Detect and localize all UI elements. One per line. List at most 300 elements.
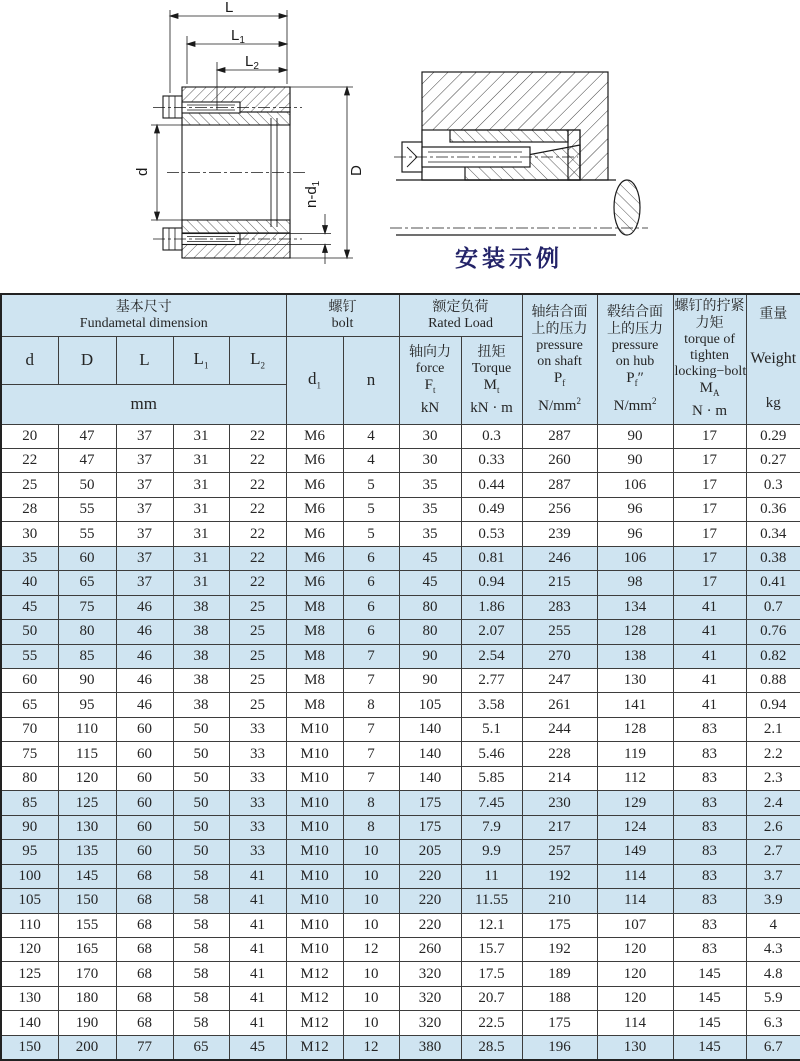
table-cell: 70 xyxy=(1,717,58,741)
table-cell: M6 xyxy=(286,473,343,497)
table-cell: 83 xyxy=(673,766,746,790)
table-cell: 247 xyxy=(522,669,597,693)
table-cell: 7 xyxy=(343,742,399,766)
dim-label-L1: L xyxy=(231,27,240,44)
table-cell: 38 xyxy=(173,644,229,668)
table-cell: 50 xyxy=(1,620,58,644)
table-cell: 22 xyxy=(229,497,286,521)
table-cell: 28 xyxy=(1,497,58,521)
table-cell: 8 xyxy=(343,791,399,815)
table-cell: 145 xyxy=(673,986,746,1010)
table-cell: 31 xyxy=(173,497,229,521)
table-cell: 134 xyxy=(597,595,673,619)
table-cell: 90 xyxy=(399,644,461,668)
table-cell: 283 xyxy=(522,595,597,619)
table-cell: 165 xyxy=(58,938,116,962)
table-cell: 11.55 xyxy=(461,889,522,913)
table-row xyxy=(1,1011,800,1035)
table-cell: 37 xyxy=(116,546,173,570)
table-cell: M8 xyxy=(286,620,343,644)
table-cell: 5 xyxy=(343,497,399,521)
table-cell: 0.81 xyxy=(461,546,522,570)
table-cell: 17 xyxy=(673,571,746,595)
table-cell: 95 xyxy=(1,840,58,864)
table-row xyxy=(1,571,800,595)
table-cell: 96 xyxy=(597,497,673,521)
table-cell: 2.3 xyxy=(746,766,800,790)
table-cell: 31 xyxy=(173,546,229,570)
col-L1: $L_1$ xyxy=(173,336,229,384)
table-cell: 125 xyxy=(58,791,116,815)
table-cell: 31 xyxy=(173,522,229,546)
table-cell: 5.46 xyxy=(461,742,522,766)
table-cell: 25 xyxy=(229,693,286,717)
table-cell: M8 xyxy=(286,595,343,619)
table-row xyxy=(1,962,800,986)
table-cell: 0.7 xyxy=(746,595,800,619)
table-cell: 145 xyxy=(58,864,116,888)
table-cell: 215 xyxy=(522,571,597,595)
table-cell: 380 xyxy=(399,1035,461,1060)
table-cell: 145 xyxy=(673,1011,746,1035)
table-cell: 270 xyxy=(522,644,597,668)
table-cell: M6 xyxy=(286,571,343,595)
table-cell: 120 xyxy=(1,938,58,962)
table-cell: 17.5 xyxy=(461,962,522,986)
table-cell: 25 xyxy=(229,644,286,668)
table-cell: 83 xyxy=(673,717,746,741)
table-cell: 114 xyxy=(597,889,673,913)
table-cell: 0.41 xyxy=(746,571,800,595)
table-row xyxy=(1,986,800,1010)
table-cell: 3.58 xyxy=(461,693,522,717)
col-L2: $L_2$ xyxy=(229,336,286,384)
table-cell: 31 xyxy=(173,571,229,595)
table-cell: 41 xyxy=(229,938,286,962)
table-cell: 230 xyxy=(522,791,597,815)
table-cell: 90 xyxy=(1,815,58,839)
table-cell: 115 xyxy=(58,742,116,766)
table-cell: 260 xyxy=(399,938,461,962)
table-cell: 7 xyxy=(343,717,399,741)
table-cell: 98 xyxy=(597,571,673,595)
table-cell: M8 xyxy=(286,644,343,668)
specification-table xyxy=(0,293,800,1061)
table-cell: 140 xyxy=(399,717,461,741)
table-cell: 68 xyxy=(116,938,173,962)
unit-mm: mm xyxy=(1,384,286,424)
table-cell: 6 xyxy=(343,571,399,595)
table-cell: 95 xyxy=(58,693,116,717)
table-cell: 205 xyxy=(399,840,461,864)
table-cell: 0.88 xyxy=(746,669,800,693)
table-cell: 33 xyxy=(229,840,286,864)
table-cell: M6 xyxy=(286,424,343,448)
table-cell: 220 xyxy=(399,864,461,888)
table-cell: 9.9 xyxy=(461,840,522,864)
table-cell: 5.1 xyxy=(461,717,522,741)
table-cell: 0.94 xyxy=(461,571,522,595)
table-cell: 45 xyxy=(229,1035,286,1060)
table-cell: 60 xyxy=(116,766,173,790)
table-cell: M10 xyxy=(286,791,343,815)
table-cell: 8 xyxy=(343,815,399,839)
table-cell: 41 xyxy=(229,889,286,913)
dim-label-nd1: n-d xyxy=(303,186,320,208)
table-cell: M12 xyxy=(286,962,343,986)
table-cell: 41 xyxy=(229,986,286,1010)
group-rated-load: 额定负荷 Rated Load xyxy=(399,294,522,336)
table-row xyxy=(1,546,800,570)
table-cell: 60 xyxy=(116,815,173,839)
table-cell: 20.7 xyxy=(461,986,522,1010)
table-cell: 0.76 xyxy=(746,620,800,644)
table-cell: 10 xyxy=(343,962,399,986)
table-cell: 46 xyxy=(116,595,173,619)
svg-text:n-d1: $n-d_1$ xyxy=(303,180,322,208)
table-cell: 20 xyxy=(1,424,58,448)
table-cell: 30 xyxy=(399,424,461,448)
table-cell: 4 xyxy=(746,913,800,937)
table-cell: 75 xyxy=(1,742,58,766)
table-cell: 239 xyxy=(522,522,597,546)
table-cell: 0.29 xyxy=(746,424,800,448)
table-body xyxy=(1,424,800,1060)
table-cell: 5 xyxy=(343,522,399,546)
table-cell: 7 xyxy=(343,766,399,790)
table-cell: 10 xyxy=(343,913,399,937)
table-cell: 25 xyxy=(1,473,58,497)
table-cell: 189 xyxy=(522,962,597,986)
table-cell: 80 xyxy=(1,766,58,790)
table-cell: 40 xyxy=(1,571,58,595)
table-cell: 0.3 xyxy=(746,473,800,497)
table-cell: M10 xyxy=(286,815,343,839)
table-cell: 150 xyxy=(58,889,116,913)
table-cell: 38 xyxy=(173,693,229,717)
table-row xyxy=(1,693,800,717)
table-row xyxy=(1,473,800,497)
col-D: D xyxy=(58,336,116,384)
table-cell: 5.85 xyxy=(461,766,522,790)
table-cell: 320 xyxy=(399,986,461,1010)
table-cell: 8 xyxy=(343,693,399,717)
table-cell: 68 xyxy=(116,1011,173,1035)
table-row xyxy=(1,522,800,546)
table-cell: 25 xyxy=(229,669,286,693)
table-cell: 83 xyxy=(673,840,746,864)
table-cell: 50 xyxy=(173,815,229,839)
table-cell: 2.4 xyxy=(746,791,800,815)
table-cell: 0.3 xyxy=(461,424,522,448)
table-cell: 175 xyxy=(399,791,461,815)
table-row xyxy=(1,938,800,962)
table-cell: 17 xyxy=(673,448,746,472)
col-d1: $d_1$ xyxy=(286,336,343,424)
dim-label-D: D xyxy=(348,165,365,176)
table-cell: 22 xyxy=(1,448,58,472)
table-cell: 2.07 xyxy=(461,620,522,644)
table-cell: 145 xyxy=(673,1035,746,1060)
table-cell: 112 xyxy=(597,766,673,790)
table-row xyxy=(1,497,800,521)
table-cell: M10 xyxy=(286,766,343,790)
table-cell: 2.1 xyxy=(746,717,800,741)
table-cell: 46 xyxy=(116,669,173,693)
table-cell: 125 xyxy=(1,962,58,986)
table-cell: 0.33 xyxy=(461,448,522,472)
table-cell: 50 xyxy=(173,717,229,741)
table-cell: 4.3 xyxy=(746,938,800,962)
table-cell: 188 xyxy=(522,986,597,1010)
table-cell: 37 xyxy=(116,571,173,595)
table-cell: 0.82 xyxy=(746,644,800,668)
table-cell: 6 xyxy=(343,595,399,619)
table-cell: 33 xyxy=(229,742,286,766)
table-row xyxy=(1,595,800,619)
table-cell: 192 xyxy=(522,864,597,888)
table-cell: 41 xyxy=(229,864,286,888)
table-cell: 83 xyxy=(673,913,746,937)
table-cell: 244 xyxy=(522,717,597,741)
drawings-section xyxy=(0,0,800,293)
table-cell: 45 xyxy=(1,595,58,619)
table-cell: 58 xyxy=(173,913,229,937)
table-cell: 246 xyxy=(522,546,597,570)
table-cell: 58 xyxy=(173,1011,229,1035)
table-cell: 41 xyxy=(229,1011,286,1035)
table-cell: 68 xyxy=(116,962,173,986)
table-cell: 124 xyxy=(597,815,673,839)
table-cell: M12 xyxy=(286,1035,343,1060)
table-cell: 175 xyxy=(522,1011,597,1035)
table-cell: 85 xyxy=(58,644,116,668)
table-cell: 46 xyxy=(116,620,173,644)
installation-example-drawing xyxy=(390,45,700,245)
table-cell: 0.27 xyxy=(746,448,800,472)
table-cell: 65 xyxy=(173,1035,229,1060)
table-cell: 6.7 xyxy=(746,1035,800,1060)
table-cell: 220 xyxy=(399,889,461,913)
table-cell: 145 xyxy=(673,962,746,986)
group-basic-dimension: 基本尺寸 Fundametal dimension xyxy=(1,294,286,336)
table-cell: 214 xyxy=(522,766,597,790)
table-cell: 10 xyxy=(343,840,399,864)
table-cell: 22 xyxy=(229,571,286,595)
table-cell: 5.9 xyxy=(746,986,800,1010)
table-cell: 110 xyxy=(58,717,116,741)
table-cell: 37 xyxy=(116,448,173,472)
table-cell: 5 xyxy=(343,473,399,497)
table-cell: 200 xyxy=(58,1035,116,1060)
table-cell: 60 xyxy=(58,546,116,570)
table-cell: 83 xyxy=(673,742,746,766)
table-cell: 37 xyxy=(116,473,173,497)
table-cell: 31 xyxy=(173,448,229,472)
table-row xyxy=(1,766,800,790)
table-cell: 80 xyxy=(58,620,116,644)
table-row xyxy=(1,815,800,839)
table-row xyxy=(1,840,800,864)
table-cell: 190 xyxy=(58,1011,116,1035)
table-cell: 119 xyxy=(597,742,673,766)
table-cell: 4.8 xyxy=(746,962,800,986)
table-cell: 10 xyxy=(343,864,399,888)
table-cell: 130 xyxy=(1,986,58,1010)
table-cell: 83 xyxy=(673,938,746,962)
table-cell: 255 xyxy=(522,620,597,644)
table-cell: 2.6 xyxy=(746,815,800,839)
table-row xyxy=(1,620,800,644)
table-cell: 22.5 xyxy=(461,1011,522,1035)
table-cell: M8 xyxy=(286,693,343,717)
table-cell: 287 xyxy=(522,424,597,448)
table-cell: 256 xyxy=(522,497,597,521)
table-cell: 3.7 xyxy=(746,864,800,888)
table-cell: 107 xyxy=(597,913,673,937)
table-cell: 3.9 xyxy=(746,889,800,913)
table-cell: 41 xyxy=(673,669,746,693)
table-cell: 210 xyxy=(522,889,597,913)
table-cell: M12 xyxy=(286,1011,343,1035)
table-cell: 10 xyxy=(343,1011,399,1035)
table-cell: 128 xyxy=(597,620,673,644)
table-row xyxy=(1,913,800,937)
table-cell: 130 xyxy=(58,815,116,839)
dim-label-d: d xyxy=(134,167,151,176)
table-cell: 38 xyxy=(173,669,229,693)
table-cell: 130 xyxy=(597,669,673,693)
table-cell: 68 xyxy=(116,864,173,888)
group-bolt: 螺钉 bolt xyxy=(286,294,399,336)
table-cell: 31 xyxy=(173,473,229,497)
table-cell: 257 xyxy=(522,840,597,864)
table-cell: 105 xyxy=(1,889,58,913)
table-cell: M10 xyxy=(286,864,343,888)
table-cell: 228 xyxy=(522,742,597,766)
table-cell: 2.77 xyxy=(461,669,522,693)
table-cell: 140 xyxy=(1,1011,58,1035)
table-row xyxy=(1,742,800,766)
table-cell: 287 xyxy=(522,473,597,497)
table-cell: 129 xyxy=(597,791,673,815)
table-cell: 217 xyxy=(522,815,597,839)
col-d: d xyxy=(1,336,58,384)
table-row xyxy=(1,424,800,448)
table-cell: 35 xyxy=(1,546,58,570)
table-cell: 2.2 xyxy=(746,742,800,766)
table-row xyxy=(1,448,800,472)
dim-label-L: L xyxy=(225,0,234,16)
table-cell: 17 xyxy=(673,473,746,497)
table-cell: 7.45 xyxy=(461,791,522,815)
table-cell: 96 xyxy=(597,522,673,546)
table-cell: 38 xyxy=(173,595,229,619)
table-row xyxy=(1,644,800,668)
table-cell: 0.44 xyxy=(461,473,522,497)
svg-text:L2: $L_2$ xyxy=(245,53,259,72)
table-cell: 320 xyxy=(399,1011,461,1035)
table-cell: 15.7 xyxy=(461,938,522,962)
table-cell: 46 xyxy=(116,644,173,668)
table-cell: 17 xyxy=(673,424,746,448)
table-cell: 130 xyxy=(597,1035,673,1060)
table-cell: 31 xyxy=(173,424,229,448)
table-cell: 11 xyxy=(461,864,522,888)
table-cell: 220 xyxy=(399,913,461,937)
col-weight: 重量 Weight kg xyxy=(746,294,800,424)
table-cell: 50 xyxy=(173,840,229,864)
table-cell: 25 xyxy=(229,620,286,644)
table-cell: 17 xyxy=(673,522,746,546)
table-cell: 41 xyxy=(229,913,286,937)
table-cell: 58 xyxy=(173,986,229,1010)
table-cell: 37 xyxy=(116,522,173,546)
table-cell: M10 xyxy=(286,840,343,864)
table-cell: M6 xyxy=(286,448,343,472)
table-cell: 106 xyxy=(597,473,673,497)
table-cell: 35 xyxy=(399,497,461,521)
table-cell: 38 xyxy=(173,620,229,644)
table-cell: 55 xyxy=(58,497,116,521)
table-cell: 140 xyxy=(399,742,461,766)
table-cell: 1.86 xyxy=(461,595,522,619)
table-cell: M6 xyxy=(286,497,343,521)
installation-caption: 安装示例 xyxy=(455,246,563,271)
table-row xyxy=(1,864,800,888)
table-cell: 33 xyxy=(229,791,286,815)
table-cell: 10 xyxy=(343,889,399,913)
table-cell: 0.53 xyxy=(461,522,522,546)
table-cell: 140 xyxy=(399,766,461,790)
col-axial-force: 轴向力 force $F_t$ kN xyxy=(399,336,461,424)
table-cell: 45 xyxy=(399,546,461,570)
table-cell: 6 xyxy=(343,546,399,570)
table-cell: M10 xyxy=(286,889,343,913)
table-cell: 90 xyxy=(399,669,461,693)
table-cell: 35 xyxy=(399,473,461,497)
table-cell: 37 xyxy=(116,497,173,521)
table-cell: 50 xyxy=(173,766,229,790)
table-cell: 149 xyxy=(597,840,673,864)
locking-assembly-cross-section-drawing xyxy=(95,0,395,290)
table-cell: 58 xyxy=(173,889,229,913)
table-cell: 128 xyxy=(597,717,673,741)
col-tightening-torque: 螺钉的拧紧 力矩 torque of tighten locking−bolt $M_A$ N · m xyxy=(673,294,746,424)
table-cell: 33 xyxy=(229,717,286,741)
table-row xyxy=(1,1035,800,1060)
table-row xyxy=(1,889,800,913)
table-cell: 58 xyxy=(173,938,229,962)
col-pressure-on-hub: 毂结合面 上的压力 pressure on hub $P_f''$ $N/mm^2$ xyxy=(597,294,673,424)
table-cell: M10 xyxy=(286,717,343,741)
table-cell: 2.7 xyxy=(746,840,800,864)
table-row xyxy=(1,717,800,741)
table-cell: 170 xyxy=(58,962,116,986)
table-cell: 0.49 xyxy=(461,497,522,521)
table-cell: 2.54 xyxy=(461,644,522,668)
table-cell: M6 xyxy=(286,546,343,570)
table-cell: 10 xyxy=(343,986,399,1010)
table-cell: 60 xyxy=(116,717,173,741)
table-cell: 22 xyxy=(229,522,286,546)
table-cell: 41 xyxy=(673,620,746,644)
table-cell: 37 xyxy=(116,424,173,448)
table-cell: M10 xyxy=(286,938,343,962)
table-cell: 0.36 xyxy=(746,497,800,521)
table-cell: 141 xyxy=(597,693,673,717)
table-cell: 85 xyxy=(1,791,58,815)
